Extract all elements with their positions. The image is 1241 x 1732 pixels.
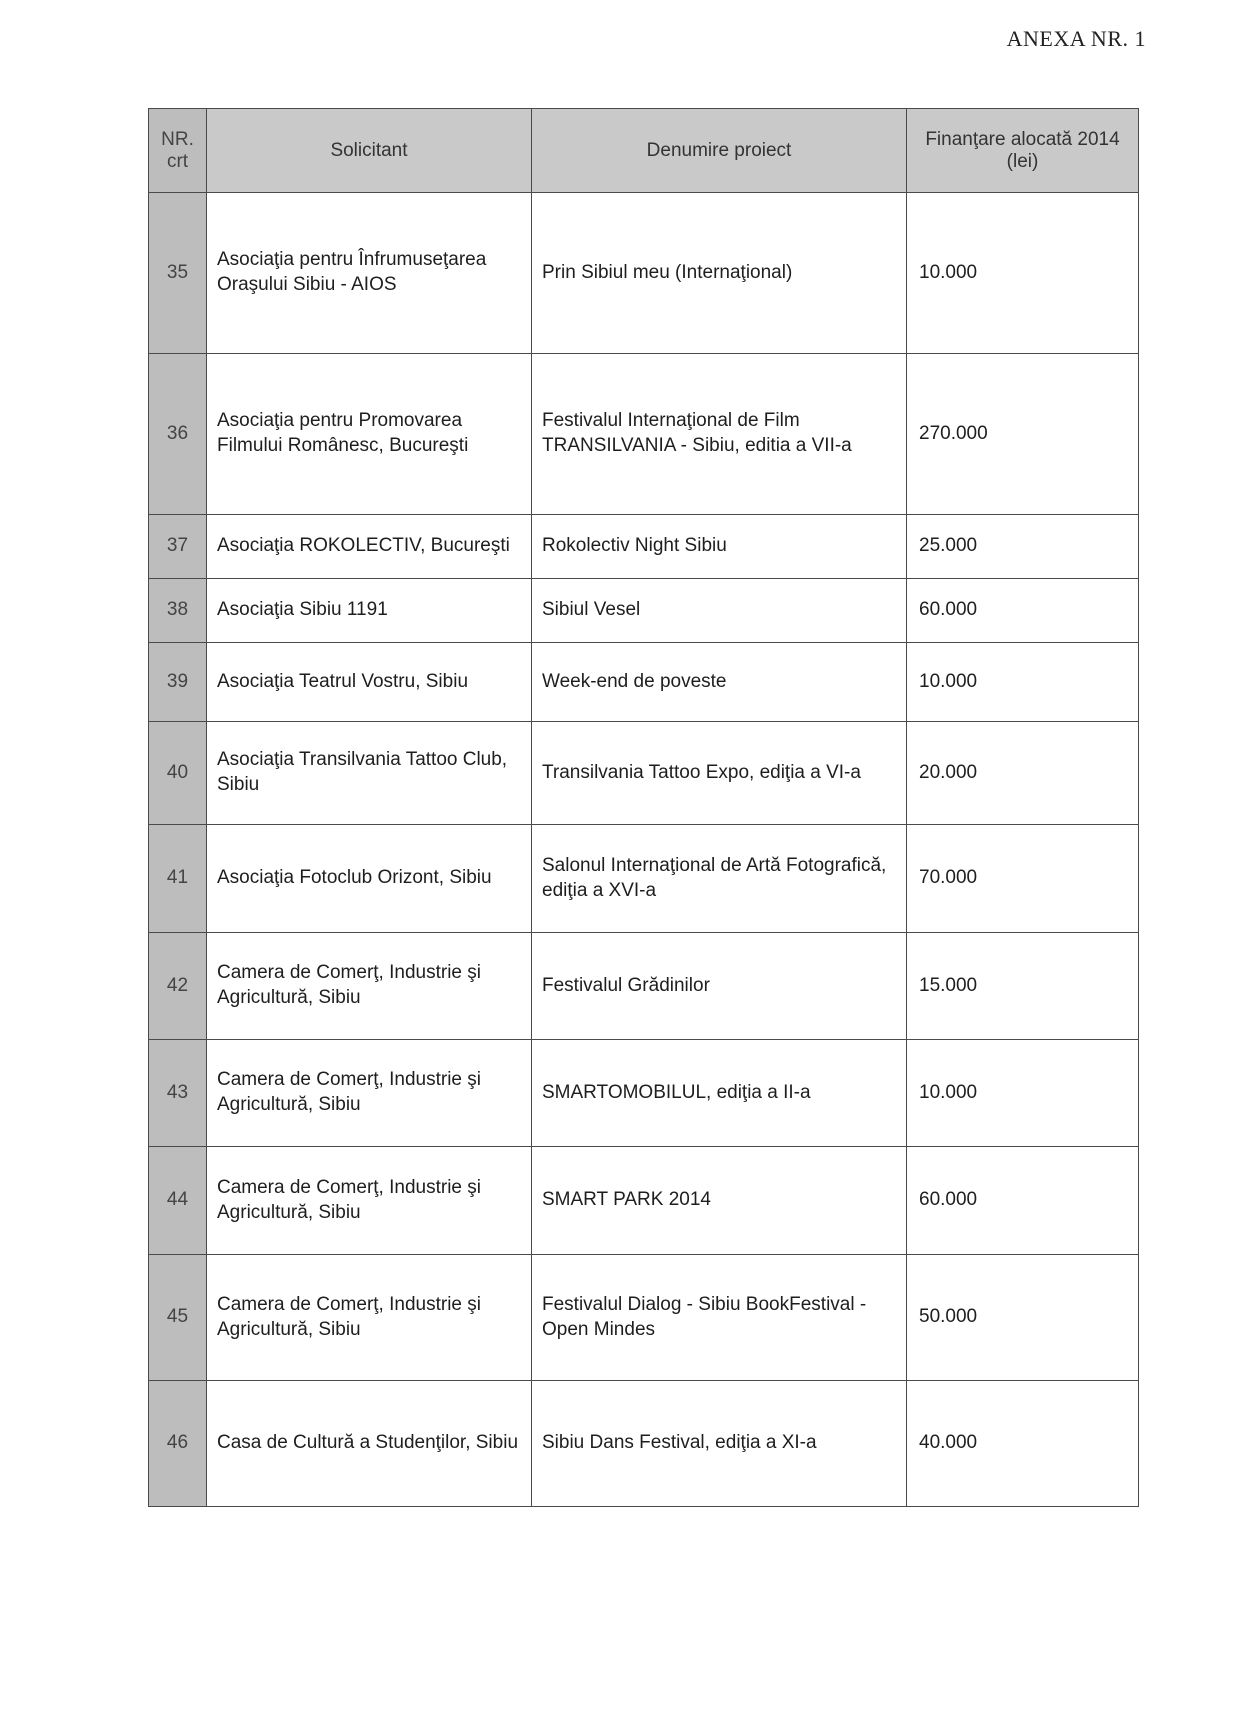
row-nr: 46 — [149, 1381, 207, 1507]
row-proiect: Sibiul Vesel — [532, 579, 907, 643]
row-solicitant: Camera de Comerţ, Industrie şi Agricultură, Sibiu — [207, 1147, 532, 1255]
row-proiect: Salonul Internaţional de Artă Fotografică, ediţia a XVI-a — [532, 825, 907, 933]
table-row — [149, 643, 1139, 722]
row-nr: 39 — [149, 643, 207, 722]
row-solicitant: Asociaţia Transilvania Tattoo Club, Sibiu — [207, 722, 532, 825]
row-finantare: 10.000 — [907, 1040, 1139, 1147]
row-proiect: Transilvania Tattoo Expo, ediţia a VI-a — [532, 722, 907, 825]
table-row — [149, 1040, 1139, 1147]
funding-table — [148, 108, 1139, 1507]
header-finantare: Finanţare alocată 2014 (lei) — [907, 109, 1139, 193]
row-nr: 36 — [149, 354, 207, 515]
header-nr: NR. crt — [149, 109, 207, 193]
row-proiect: SMARTOMOBILUL, ediţia a II-a — [532, 1040, 907, 1147]
row-finantare: 10.000 — [907, 643, 1139, 722]
row-finantare: 270.000 — [907, 354, 1139, 515]
row-finantare: 60.000 — [907, 579, 1139, 643]
row-solicitant: Asociaţia pentru Înfrumuseţarea Oraşului Sibiu - AIOS — [207, 193, 532, 354]
table-row — [149, 933, 1139, 1040]
table-row — [149, 722, 1139, 825]
row-finantare: 70.000 — [907, 825, 1139, 933]
header-solicitant: Solicitant — [207, 109, 532, 193]
row-nr: 38 — [149, 579, 207, 643]
table-row — [149, 515, 1139, 579]
row-nr: 37 — [149, 515, 207, 579]
row-finantare: 40.000 — [907, 1381, 1139, 1507]
table-row — [149, 193, 1139, 354]
table-row — [149, 354, 1139, 515]
table-row — [149, 1381, 1139, 1507]
row-proiect: Week-end de poveste — [532, 643, 907, 722]
row-finantare: 15.000 — [907, 933, 1139, 1040]
row-proiect: Festivalul Grădinilor — [532, 933, 907, 1040]
row-proiect: Festivalul Dialog - Sibiu BookFestival - Open Mindes — [532, 1255, 907, 1381]
table-row — [149, 825, 1139, 933]
header-proiect: Denumire proiect — [532, 109, 907, 193]
row-solicitant: Asociaţia Teatrul Vostru, Sibiu — [207, 643, 532, 722]
row-proiect: Sibiu Dans Festival, ediţia a XI-a — [532, 1381, 907, 1507]
row-nr: 45 — [149, 1255, 207, 1381]
table-row — [149, 579, 1139, 643]
row-finantare: 50.000 — [907, 1255, 1139, 1381]
row-nr: 41 — [149, 825, 207, 933]
row-finantare: 60.000 — [907, 1147, 1139, 1255]
row-finantare: 25.000 — [907, 515, 1139, 579]
row-solicitant: Asociaţia pentru Promovarea Filmului Românesc, Bucureşti — [207, 354, 532, 515]
row-nr: 42 — [149, 933, 207, 1040]
row-nr: 43 — [149, 1040, 207, 1147]
table-row — [149, 1147, 1139, 1255]
row-nr: 40 — [149, 722, 207, 825]
row-solicitant: Camera de Comerţ, Industrie şi Agricultură, Sibiu — [207, 1040, 532, 1147]
row-solicitant: Asociaţia Sibiu 1191 — [207, 579, 532, 643]
row-solicitant: Casa de Cultură a Studenţilor, Sibiu — [207, 1381, 532, 1507]
row-finantare: 10.000 — [907, 193, 1139, 354]
row-solicitant: Camera de Comerţ, Industrie şi Agricultură, Sibiu — [207, 933, 532, 1040]
annex-title: ANEXA NR. 1 — [1006, 26, 1146, 51]
row-proiect: Festivalul Internaţional de Film TRANSILVANIA - Sibiu, editia a VII-a — [532, 354, 907, 515]
row-proiect: Prin Sibiul meu (Internaţional) — [532, 193, 907, 354]
row-solicitant: Asociaţia ROKOLECTIV, Bucureşti — [207, 515, 532, 579]
row-nr: 35 — [149, 193, 207, 354]
row-finantare: 20.000 — [907, 722, 1139, 825]
row-proiect: SMART PARK 2014 — [532, 1147, 907, 1255]
row-solicitant: Camera de Comerţ, Industrie şi Agricultură, Sibiu — [207, 1255, 532, 1381]
table-row — [149, 1255, 1139, 1381]
row-solicitant: Asociaţia Fotoclub Orizont, Sibiu — [207, 825, 532, 933]
row-nr: 44 — [149, 1147, 207, 1255]
row-proiect: Rokolectiv Night Sibiu — [532, 515, 907, 579]
table-header-row — [149, 109, 1139, 193]
